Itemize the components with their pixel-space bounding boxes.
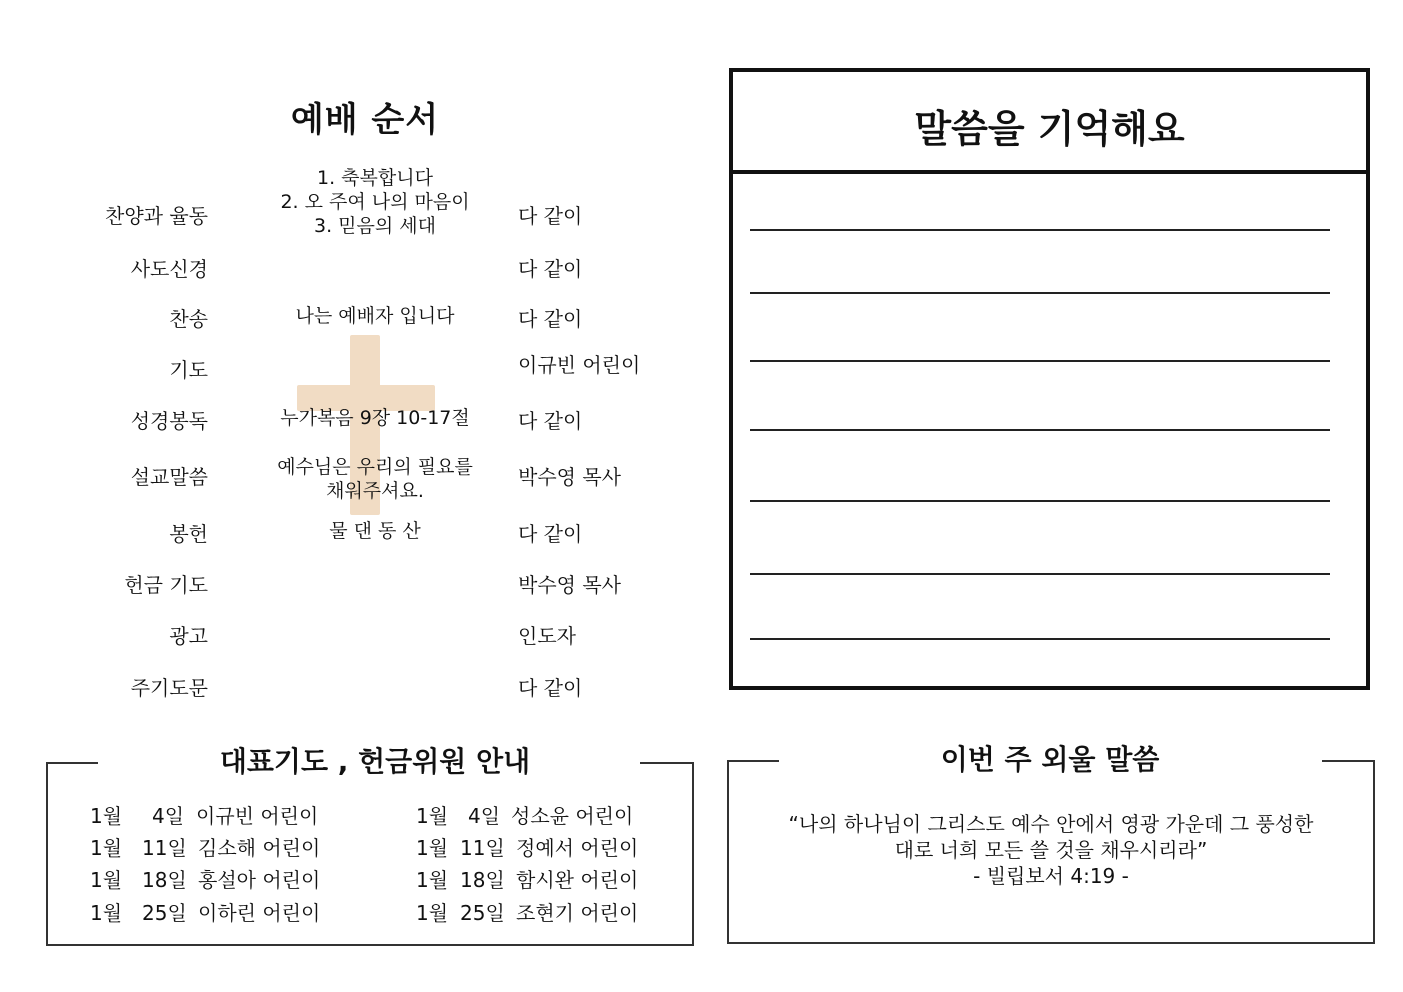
prayer-day: 18일: [460, 868, 505, 892]
prayer-title: 대표기도 , 헌금위원 안내: [150, 740, 600, 780]
writing-line[interactable]: [750, 638, 1330, 640]
prayer-name: 정예서 어린이: [516, 836, 639, 860]
order-row: [0, 167, 700, 237]
order-detail: [255, 455, 495, 503]
prayer-month: 1월: [416, 836, 449, 860]
order-label: 기도: [169, 358, 208, 382]
prayer-month: 1월: [90, 901, 123, 925]
prayer-name: 조현기 어린이: [516, 901, 639, 925]
prayer-box-top-right: [640, 762, 692, 764]
order-row: [0, 569, 700, 599]
verse-box-top-right: [1322, 760, 1374, 762]
prayer-name: 성소윤 어린이: [511, 804, 634, 828]
order-leader: 다 같이: [518, 204, 583, 228]
order-leader: 박수영 목사: [518, 465, 621, 489]
order-detail-line: 3. 믿음의 세대: [314, 215, 436, 237]
order-leader: 다 같이: [518, 307, 583, 331]
order-leader: 다 같이: [518, 257, 583, 281]
order-row: [0, 518, 700, 548]
order-row: [0, 456, 700, 502]
order-label: 헌금 기도: [124, 573, 208, 597]
writing-line[interactable]: [750, 573, 1330, 575]
verse-text: [729, 811, 1373, 889]
order-row: [0, 672, 700, 702]
order-label: 성경봉독: [130, 409, 208, 433]
order-row: [0, 303, 700, 333]
verse-line: 대로 너희 모든 쓸 것을 채우시리라”: [894, 838, 1208, 862]
memo-box: [729, 68, 1370, 690]
order-leader: 다 같이: [518, 409, 583, 433]
prayer-day: 25일: [460, 901, 505, 925]
order-label: 광고: [169, 624, 208, 648]
prayer-month: 1월: [90, 836, 123, 860]
prayer-name: 홍설아 어린이: [198, 868, 321, 892]
prayer-day: 25일: [142, 901, 187, 925]
prayer-name: 이규빈 어린이: [196, 804, 319, 828]
prayer-name: 김소해 어린이: [198, 836, 321, 860]
order-detail: 물 댄 동 산: [329, 520, 421, 542]
order-row: [0, 354, 700, 384]
prayer-box-top-left: [46, 762, 98, 764]
order-detail: 누가복음 9장 10-17절: [280, 407, 470, 429]
prayer-day: 11일: [142, 836, 187, 860]
order-leader: 박수영 목사: [518, 573, 621, 597]
verse-title: 이번 주 외울 말씀: [860, 738, 1240, 778]
worship-order-title: 예배 순서: [290, 100, 440, 140]
prayer-name: 이하린 어린이: [198, 901, 321, 925]
order-label: 사도신경: [130, 257, 208, 281]
prayer-month: 1월: [416, 804, 449, 828]
writing-line[interactable]: [750, 500, 1330, 502]
writing-line[interactable]: [750, 429, 1330, 431]
verse-line: “나의 하나님이 그리스도 예수 안에서 영광 가운데 그 풍성한: [788, 812, 1314, 836]
writing-line[interactable]: [750, 360, 1330, 362]
prayer-month: 1월: [416, 901, 449, 925]
prayer-day: 11일: [460, 836, 505, 860]
order-detail-line: 예수님은 우리의 필요를: [277, 456, 473, 478]
order-leader: 다 같이: [518, 522, 583, 546]
verse-box-top-left: [727, 760, 779, 762]
order-detail: 나는 예배자 입니다: [295, 305, 455, 327]
memo-title: 말씀을 기억해요: [914, 107, 1185, 151]
order-leader: 다 같이: [518, 676, 583, 700]
order-label: 설교말씀: [130, 465, 208, 489]
order-detail: [255, 166, 495, 238]
prayer-day: 18일: [142, 868, 187, 892]
prayer-month: 1월: [90, 868, 123, 892]
order-row: [0, 620, 700, 650]
memo-header: [733, 72, 1366, 174]
order-leader: 인도자: [518, 624, 576, 648]
prayer-day: 4일: [152, 804, 185, 828]
order-label: 주기도문: [130, 676, 208, 700]
order-detail-line: 2. 오 주여 나의 마음이: [280, 191, 470, 213]
writing-line[interactable]: [750, 229, 1330, 231]
writing-line[interactable]: [750, 292, 1330, 294]
prayer-name: 함시완 어린이: [516, 868, 639, 892]
order-label: 찬송: [169, 307, 208, 331]
order-row: [0, 405, 700, 435]
prayer-day: 4일: [468, 804, 501, 828]
prayer-month: 1월: [416, 868, 449, 892]
order-leader: 이규빈 어린이: [518, 353, 641, 377]
order-row: [0, 253, 700, 283]
order-label: 찬양과 율동: [105, 204, 208, 228]
order-detail-line: 1. 축복합니다: [317, 167, 433, 189]
order-detail-line: 채워주셔요.: [326, 480, 424, 502]
verse-reference: - 빌립보서 4:19 -: [973, 864, 1129, 888]
order-label: 봉헌: [169, 522, 208, 546]
prayer-month: 1월: [90, 804, 123, 828]
